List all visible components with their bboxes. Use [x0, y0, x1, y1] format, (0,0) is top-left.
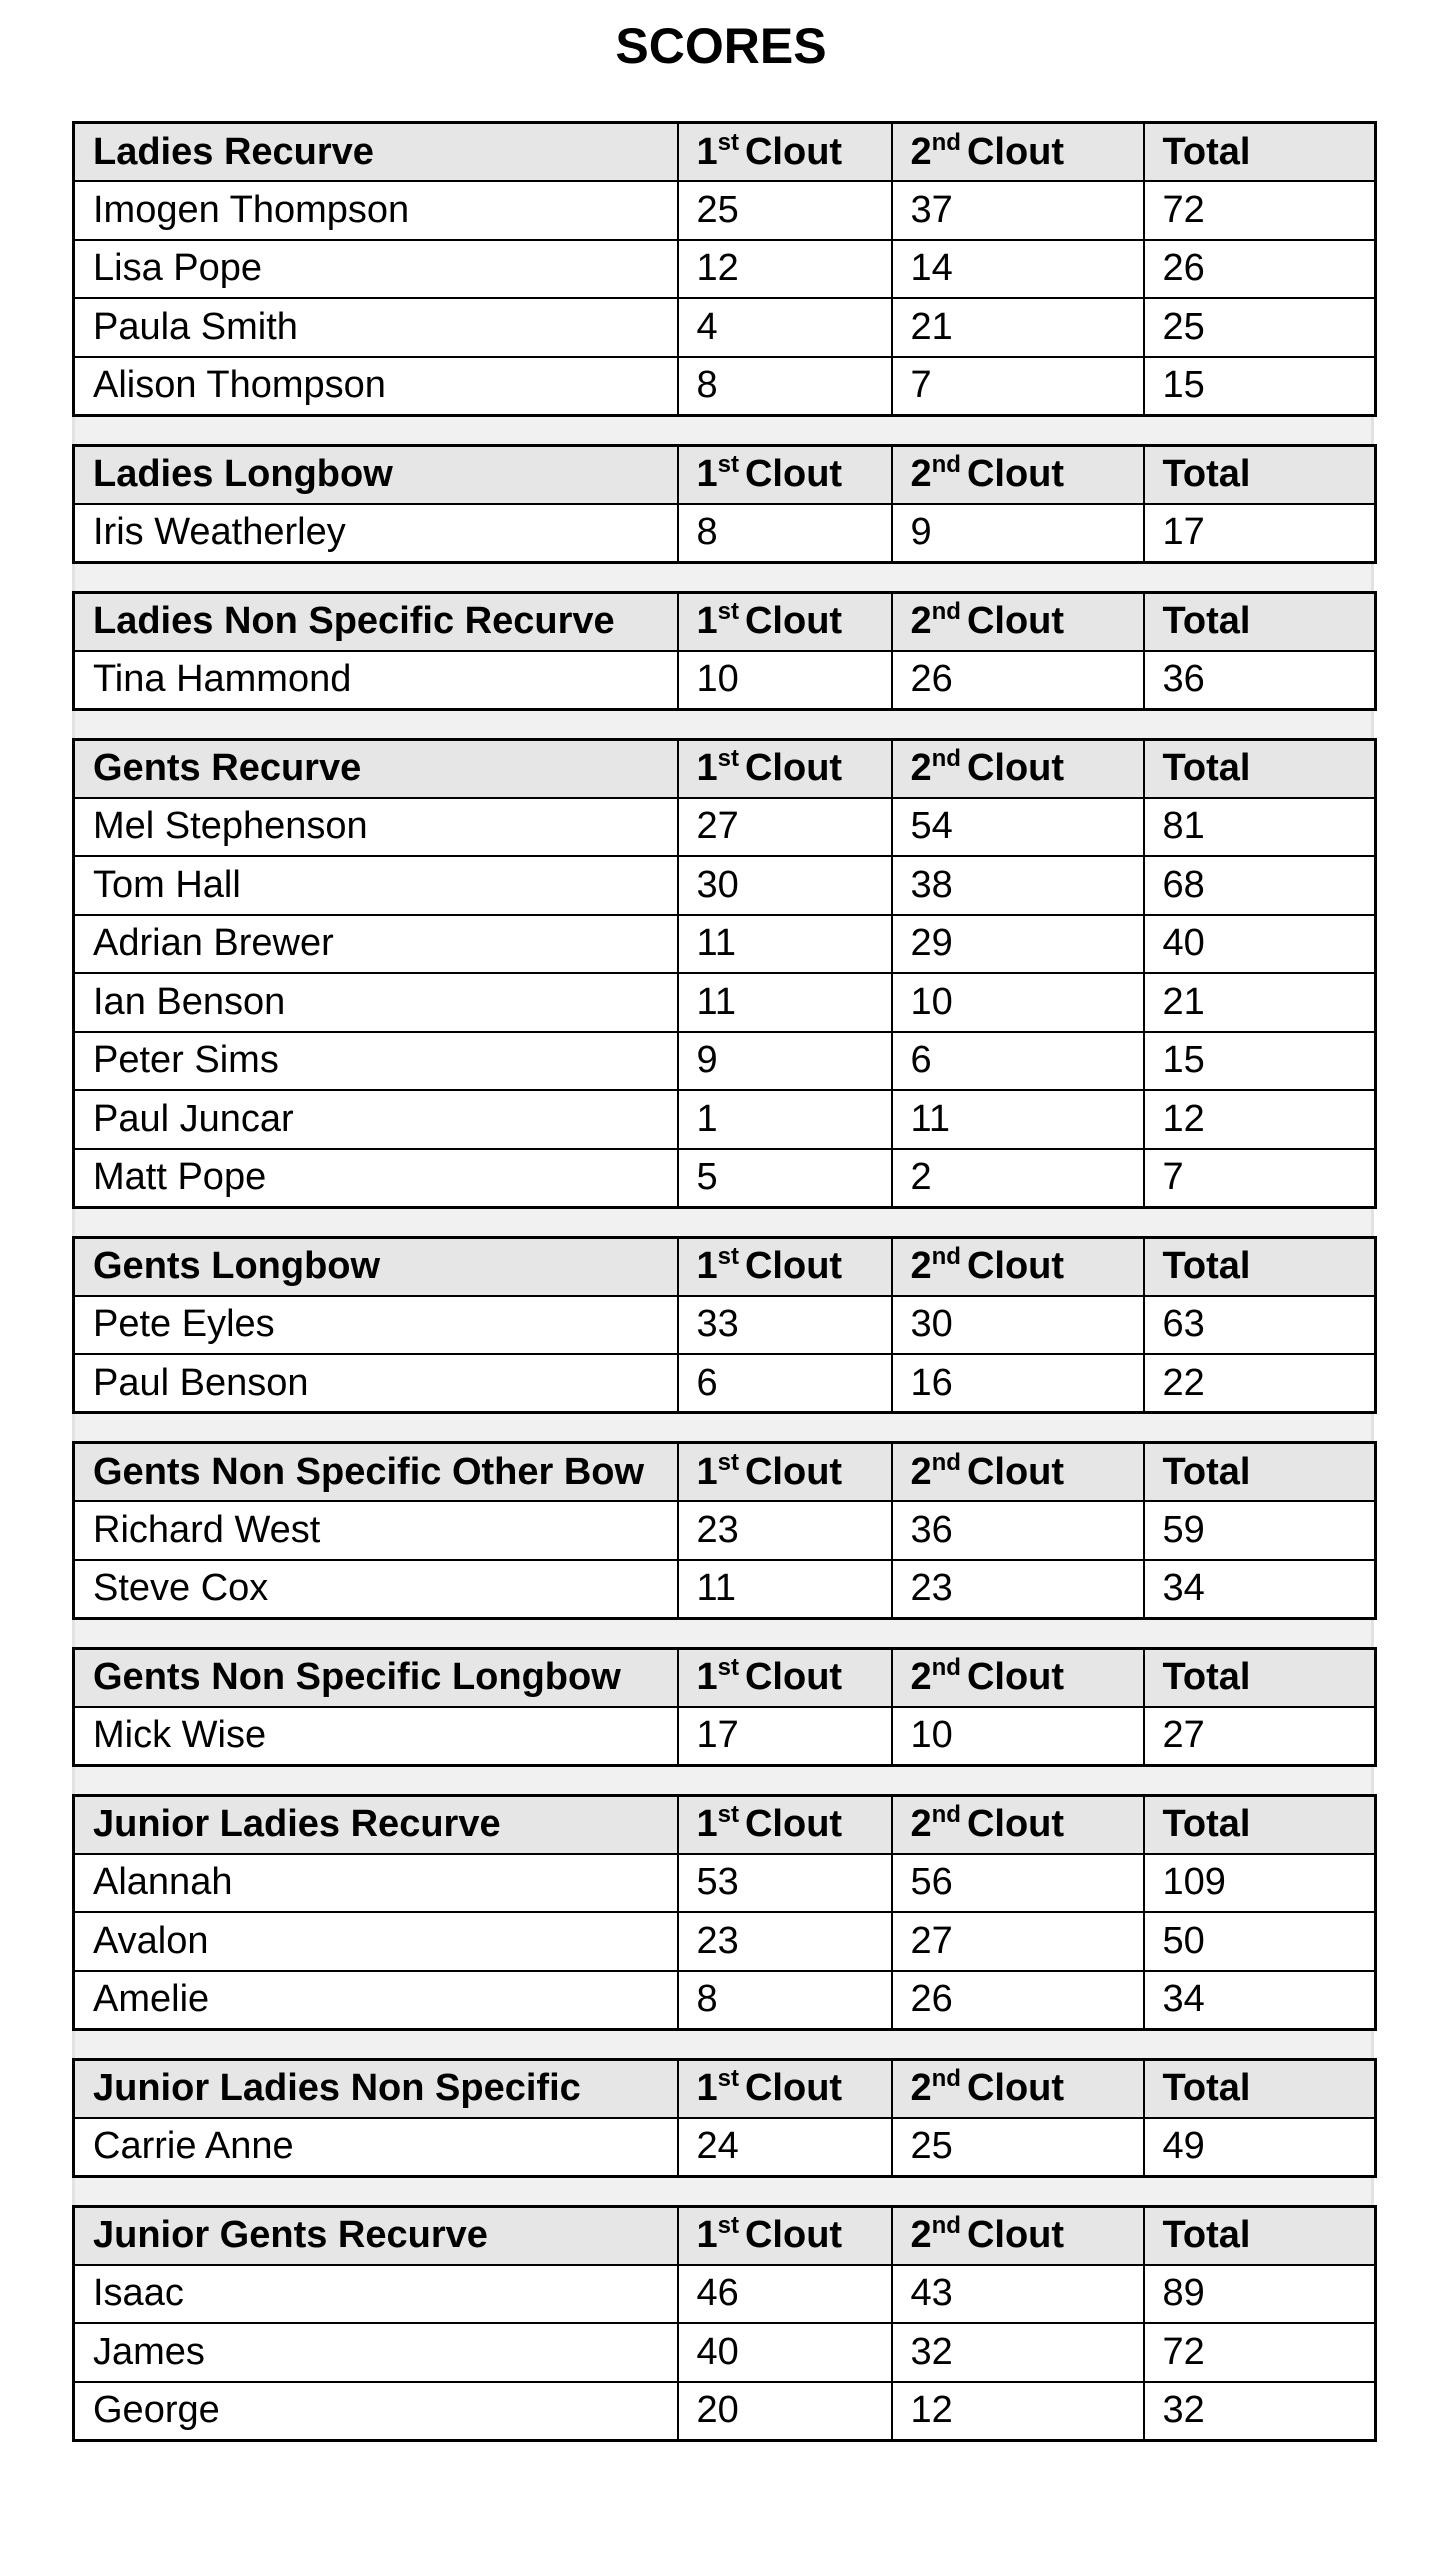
total-score: 17	[1144, 504, 1376, 563]
section-gap	[72, 2031, 1374, 2058]
ordinal-suffix: nd	[931, 128, 961, 156]
clout-number: 1	[696, 130, 718, 173]
first-clout-score: 6	[678, 1354, 892, 1413]
second-clout-header	[892, 1237, 1144, 1296]
clout-word: Clout	[966, 600, 1065, 642]
total-score: 34	[1144, 1971, 1376, 2030]
total-score: 27	[1144, 1707, 1376, 1766]
clout-word: Clout	[744, 2214, 843, 2256]
archer-name: Matt Pope	[74, 1149, 678, 1208]
clout-word: Clout	[966, 1245, 1065, 1287]
second-clout-score: 32	[892, 2323, 1144, 2382]
ordinal-suffix: st	[717, 745, 739, 772]
clout-word: Clout	[744, 2067, 843, 2109]
archer-name: Steve Cox	[74, 1560, 678, 1619]
table-row	[74, 1296, 1376, 1355]
score-table	[72, 121, 1377, 417]
first-clout-score: 4	[678, 298, 892, 357]
clout-word: Clout	[744, 747, 843, 789]
archer-name: Peter Sims	[74, 1032, 678, 1091]
archer-name: Paul Juncar	[74, 1090, 678, 1149]
second-clout-score: 14	[892, 240, 1144, 299]
table-row	[74, 1912, 1376, 1971]
score-table	[72, 738, 1377, 1209]
total-header: Total	[1144, 592, 1376, 651]
total-score: 68	[1144, 856, 1376, 915]
category-header: Ladies Non Specific Recurve	[74, 592, 678, 651]
second-clout-score: 12	[892, 2382, 1144, 2441]
total-score: 49	[1144, 2118, 1376, 2177]
clout-word: Clout	[744, 453, 843, 495]
archer-name: Paul Benson	[74, 1354, 678, 1413]
clout-number: 2	[910, 1450, 932, 1493]
first-clout-score: 8	[678, 504, 892, 563]
second-clout-header	[892, 445, 1144, 504]
ordinal-suffix: nd	[931, 1654, 961, 1681]
second-clout-score: 30	[892, 1296, 1144, 1355]
header-row	[74, 1648, 1376, 1707]
first-clout-score: 53	[678, 1854, 892, 1913]
second-clout-header	[892, 1443, 1144, 1502]
clout-number: 2	[910, 1803, 932, 1845]
total-header: Total	[1144, 1443, 1376, 1502]
table-row	[74, 651, 1376, 710]
second-clout-header	[892, 2059, 1144, 2118]
clout-number: 1	[696, 1803, 718, 1845]
archer-name: Carrie Anne	[74, 2118, 678, 2177]
clout-number: 1	[696, 453, 718, 495]
first-clout-score: 12	[678, 240, 892, 299]
table-row	[74, 2265, 1376, 2324]
table-row	[74, 1032, 1376, 1091]
total-header: Total	[1144, 445, 1376, 504]
ordinal-suffix: st	[717, 598, 739, 625]
section-gap	[72, 417, 1374, 444]
archer-name: Pete Eyles	[74, 1296, 678, 1355]
score-table	[72, 2058, 1377, 2178]
ordinal-suffix: nd	[931, 2212, 961, 2239]
first-clout-score: 46	[678, 2265, 892, 2324]
archer-name: Alannah	[74, 1854, 678, 1913]
second-clout-score: 16	[892, 1354, 1144, 1413]
first-clout-header	[678, 592, 892, 651]
clout-number: 2	[910, 2214, 932, 2256]
category-header: Junior Gents Recurve	[74, 2206, 678, 2265]
second-clout-score: 2	[892, 1149, 1144, 1208]
second-clout-header	[892, 2206, 1144, 2265]
total-score: 21	[1144, 973, 1376, 1032]
first-clout-header	[678, 2059, 892, 2118]
clout-word: Clout	[744, 1450, 843, 1493]
table-row	[74, 1854, 1376, 1913]
category-header: Junior Ladies Non Specific	[74, 2059, 678, 2118]
section-gap	[72, 564, 1374, 591]
first-clout-header	[678, 123, 892, 182]
clout-word: Clout	[966, 130, 1065, 173]
clout-word: Clout	[744, 1803, 843, 1845]
first-clout-score: 27	[678, 798, 892, 857]
table-row	[74, 181, 1376, 240]
score-table	[72, 1647, 1377, 1767]
total-header: Total	[1144, 2059, 1376, 2118]
score-table	[72, 1236, 1377, 1415]
ordinal-suffix: st	[717, 2212, 739, 2239]
total-score: 40	[1144, 915, 1376, 974]
table-row	[74, 240, 1376, 299]
score-table	[72, 444, 1377, 564]
archer-name: Richard West	[74, 1501, 678, 1560]
first-clout-score: 23	[678, 1501, 892, 1560]
second-clout-score: 54	[892, 798, 1144, 857]
ordinal-suffix: st	[717, 1654, 739, 1681]
clout-word: Clout	[966, 1450, 1065, 1493]
second-clout-score: 10	[892, 973, 1144, 1032]
total-score: 12	[1144, 1090, 1376, 1149]
header-row	[74, 123, 1376, 182]
first-clout-score: 8	[678, 1971, 892, 2030]
archer-name: Paula Smith	[74, 298, 678, 357]
first-clout-header	[678, 2206, 892, 2265]
table-row	[74, 915, 1376, 974]
first-clout-header	[678, 1648, 892, 1707]
ordinal-suffix: st	[717, 2065, 739, 2092]
table-row	[74, 2323, 1376, 2382]
total-header: Total	[1144, 1795, 1376, 1854]
second-clout-header	[892, 1648, 1144, 1707]
first-clout-score: 23	[678, 1912, 892, 1971]
section-gap	[72, 1767, 1374, 1794]
archer-name: James	[74, 2323, 678, 2382]
first-clout-score: 10	[678, 651, 892, 710]
clout-number: 2	[910, 747, 932, 789]
second-clout-score: 29	[892, 915, 1144, 974]
clout-number: 2	[910, 1245, 932, 1287]
ordinal-suffix: st	[717, 1801, 739, 1828]
second-clout-header	[892, 123, 1144, 182]
clout-number: 2	[910, 453, 932, 495]
first-clout-header	[678, 1795, 892, 1854]
clout-word: Clout	[744, 600, 843, 642]
clout-word: Clout	[744, 130, 843, 173]
clout-number: 1	[696, 2214, 718, 2256]
archer-name: Adrian Brewer	[74, 915, 678, 974]
score-table	[72, 591, 1377, 711]
archer-name: Amelie	[74, 1971, 678, 2030]
header-row	[74, 2059, 1376, 2118]
header-row	[74, 1795, 1376, 1854]
second-clout-score: 11	[892, 1090, 1144, 1149]
header-row	[74, 739, 1376, 798]
table-row	[74, 1501, 1376, 1560]
score-table	[72, 2205, 1377, 2442]
ordinal-suffix: nd	[931, 745, 961, 772]
header-row	[74, 1443, 1376, 1502]
archer-name: Alison Thompson	[74, 357, 678, 416]
second-clout-header	[892, 592, 1144, 651]
table-row	[74, 856, 1376, 915]
total-score: 34	[1144, 1560, 1376, 1619]
total-header: Total	[1144, 739, 1376, 798]
ordinal-suffix: nd	[931, 598, 961, 625]
ordinal-suffix: st	[717, 1448, 739, 1476]
total-score: 109	[1144, 1854, 1376, 1913]
section-gap	[72, 1620, 1374, 1647]
first-clout-score: 5	[678, 1149, 892, 1208]
second-clout-score: 38	[892, 856, 1144, 915]
score-tables	[72, 121, 1374, 2442]
first-clout-score: 24	[678, 2118, 892, 2177]
first-clout-score: 8	[678, 357, 892, 416]
category-header: Gents Non Specific Other Bow	[74, 1443, 678, 1502]
category-header: Gents Recurve	[74, 739, 678, 798]
ordinal-suffix: st	[717, 128, 739, 156]
second-clout-score: 21	[892, 298, 1144, 357]
first-clout-score: 40	[678, 2323, 892, 2382]
category-header: Ladies Longbow	[74, 445, 678, 504]
clout-number: 2	[910, 600, 932, 642]
header-row	[74, 445, 1376, 504]
total-score: 15	[1144, 357, 1376, 416]
clout-number: 1	[696, 1656, 718, 1698]
total-score: 26	[1144, 240, 1376, 299]
header-row	[74, 592, 1376, 651]
first-clout-header	[678, 739, 892, 798]
first-clout-score: 33	[678, 1296, 892, 1355]
first-clout-score: 1	[678, 1090, 892, 1149]
total-score: 50	[1144, 1912, 1376, 1971]
table-row	[74, 2382, 1376, 2441]
second-clout-score: 10	[892, 1707, 1144, 1766]
total-score: 22	[1144, 1354, 1376, 1413]
total-score: 89	[1144, 2265, 1376, 2324]
category-header: Gents Non Specific Longbow	[74, 1648, 678, 1707]
clout-word: Clout	[966, 2067, 1065, 2109]
section-gap	[72, 711, 1374, 738]
total-score: 81	[1144, 798, 1376, 857]
second-clout-score: 36	[892, 1501, 1144, 1560]
total-score: 36	[1144, 651, 1376, 710]
total-score: 59	[1144, 1501, 1376, 1560]
second-clout-score: 9	[892, 504, 1144, 563]
first-clout-score: 9	[678, 1032, 892, 1091]
first-clout-score: 11	[678, 915, 892, 974]
first-clout-score: 30	[678, 856, 892, 915]
clout-number: 1	[696, 600, 718, 642]
first-clout-header	[678, 1443, 892, 1502]
first-clout-score: 17	[678, 1707, 892, 1766]
ordinal-suffix: nd	[931, 2065, 961, 2092]
table-row	[74, 1707, 1376, 1766]
archer-name: Mel Stephenson	[74, 798, 678, 857]
table-row	[74, 504, 1376, 563]
archer-name: Imogen Thompson	[74, 181, 678, 240]
total-header: Total	[1144, 1237, 1376, 1296]
table-row	[74, 973, 1376, 1032]
table-row	[74, 1149, 1376, 1208]
second-clout-score: 25	[892, 2118, 1144, 2177]
second-clout-score: 43	[892, 2265, 1144, 2324]
archer-name: Mick Wise	[74, 1707, 678, 1766]
table-row	[74, 1971, 1376, 2030]
table-row	[74, 357, 1376, 416]
score-table	[72, 1794, 1377, 2031]
clout-number: 2	[910, 1656, 932, 1698]
ordinal-suffix: st	[717, 1243, 739, 1270]
second-clout-header	[892, 739, 1144, 798]
total-score: 7	[1144, 1149, 1376, 1208]
second-clout-score: 23	[892, 1560, 1144, 1619]
archer-name: Ian Benson	[74, 973, 678, 1032]
total-header: Total	[1144, 1648, 1376, 1707]
clout-word: Clout	[966, 747, 1065, 789]
total-score: 72	[1144, 181, 1376, 240]
total-score: 72	[1144, 2323, 1376, 2382]
clout-word: Clout	[966, 453, 1065, 495]
archer-name: George	[74, 2382, 678, 2441]
category-header: Ladies Recurve	[74, 123, 678, 182]
first-clout-score: 11	[678, 1560, 892, 1619]
ordinal-suffix: nd	[931, 1243, 961, 1270]
ordinal-suffix: nd	[931, 1801, 961, 1828]
second-clout-score: 7	[892, 357, 1144, 416]
total-header: Total	[1144, 123, 1376, 182]
archer-name: Tina Hammond	[74, 651, 678, 710]
section-gap	[72, 2178, 1374, 2205]
section-gap	[72, 1414, 1374, 1441]
score-table	[72, 1441, 1377, 1620]
table-row	[74, 1090, 1376, 1149]
clout-number: 2	[910, 2067, 932, 2109]
archer-name: Isaac	[74, 2265, 678, 2324]
table-row	[74, 2118, 1376, 2177]
section-gap	[72, 1209, 1374, 1236]
clout-number: 1	[696, 1450, 718, 1493]
first-clout-score: 25	[678, 181, 892, 240]
archer-name: Lisa Pope	[74, 240, 678, 299]
ordinal-suffix: nd	[931, 1448, 961, 1476]
first-clout-score: 20	[678, 2382, 892, 2441]
total-score: 25	[1144, 298, 1376, 357]
second-clout-score: 27	[892, 1912, 1144, 1971]
archer-name: Iris Weatherley	[74, 504, 678, 563]
clout-number: 1	[696, 747, 718, 789]
table-row	[74, 1354, 1376, 1413]
second-clout-score: 37	[892, 181, 1144, 240]
total-score: 63	[1144, 1296, 1376, 1355]
clout-word: Clout	[966, 1656, 1065, 1698]
header-row	[74, 2206, 1376, 2265]
clout-number: 2	[910, 130, 932, 173]
clout-number: 1	[696, 1245, 718, 1287]
clout-word: Clout	[744, 1656, 843, 1698]
archer-name: Avalon	[74, 1912, 678, 1971]
clout-word: Clout	[966, 2214, 1065, 2256]
second-clout-score: 56	[892, 1854, 1144, 1913]
ordinal-suffix: st	[717, 451, 739, 478]
table-row	[74, 798, 1376, 857]
clout-number: 1	[696, 2067, 718, 2109]
first-clout-header	[678, 445, 892, 504]
table-row	[74, 298, 1376, 357]
first-clout-header	[678, 1237, 892, 1296]
clout-word: Clout	[966, 1803, 1065, 1845]
total-header: Total	[1144, 2206, 1376, 2265]
archer-name: Tom Hall	[74, 856, 678, 915]
total-score: 32	[1144, 2382, 1376, 2441]
second-clout-score: 26	[892, 651, 1144, 710]
second-clout-header	[892, 1795, 1144, 1854]
header-row	[74, 1237, 1376, 1296]
clout-word: Clout	[744, 1245, 843, 1287]
total-score: 15	[1144, 1032, 1376, 1091]
first-clout-score: 11	[678, 973, 892, 1032]
table-row	[74, 1560, 1376, 1619]
ordinal-suffix: nd	[931, 451, 961, 478]
category-header: Junior Ladies Recurve	[74, 1795, 678, 1854]
second-clout-score: 26	[892, 1971, 1144, 2030]
second-clout-score: 6	[892, 1032, 1144, 1091]
page-title: SCORES	[615, 18, 827, 74]
category-header: Gents Longbow	[74, 1237, 678, 1296]
